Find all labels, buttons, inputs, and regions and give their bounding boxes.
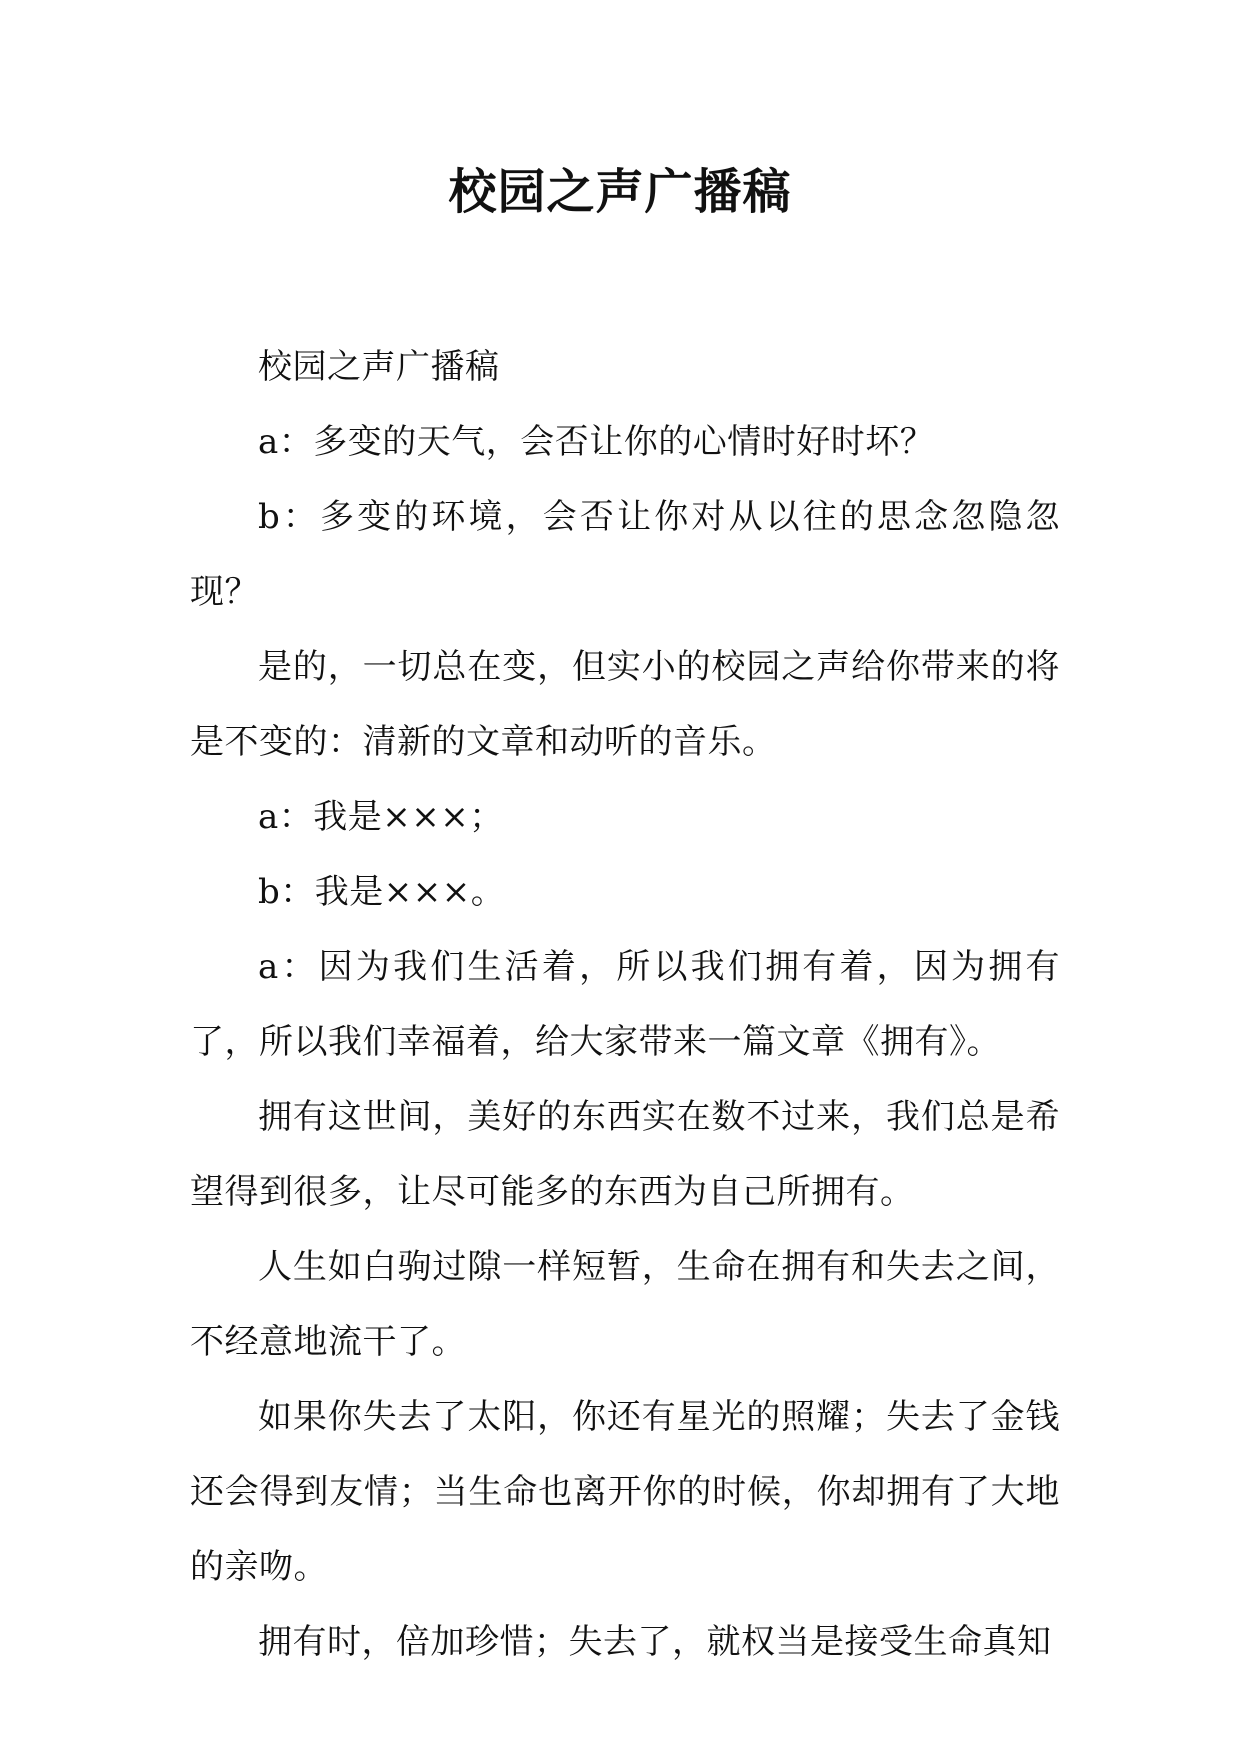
paragraph: a：多变的天气，会否让你的心情时好时坏？ [258,422,935,462]
paragraph: 拥有这世间，美好的东西实在数不过来，我们总是希望得到很多，让尽可能多的东西为自己所拥有。 [190,1097,1060,1212]
document-body [190,330,1060,1680]
document-title: 校园之声广播稿 [448,164,792,220]
paragraph: 如果你失去了太阳，你还有星光的照耀；失去了金钱还会得到友情；当生命也离开你的时候，你却拥有了大地的亲吻。 [190,1397,1060,1587]
paragraph: b：多变的环境，会否让你对从以往的思念忽隐忽现？ [190,497,1060,612]
paragraph: a：因为我们生活着，所以我们拥有着，因为拥有了，所以我们幸福着，给大家带来一篇文章《拥有》。 [190,947,1060,1062]
paragraph: 人生如白驹过隙一样短暂，生命在拥有和失去之间，不经意地流干了。 [190,1247,1060,1362]
paragraph: 拥有时，倍加珍惜；失去了，就权当是接受生命真知 [258,1622,1052,1662]
paragraph: a：我是×××； [258,797,504,837]
paragraph: 校园之声广播稿 [258,347,500,387]
paragraph: 是的，一切总在变，但实小的校园之声给你带来的将是不变的：清新的文章和动听的音乐。 [190,647,1060,762]
paragraph: b：我是×××。 [258,872,506,912]
